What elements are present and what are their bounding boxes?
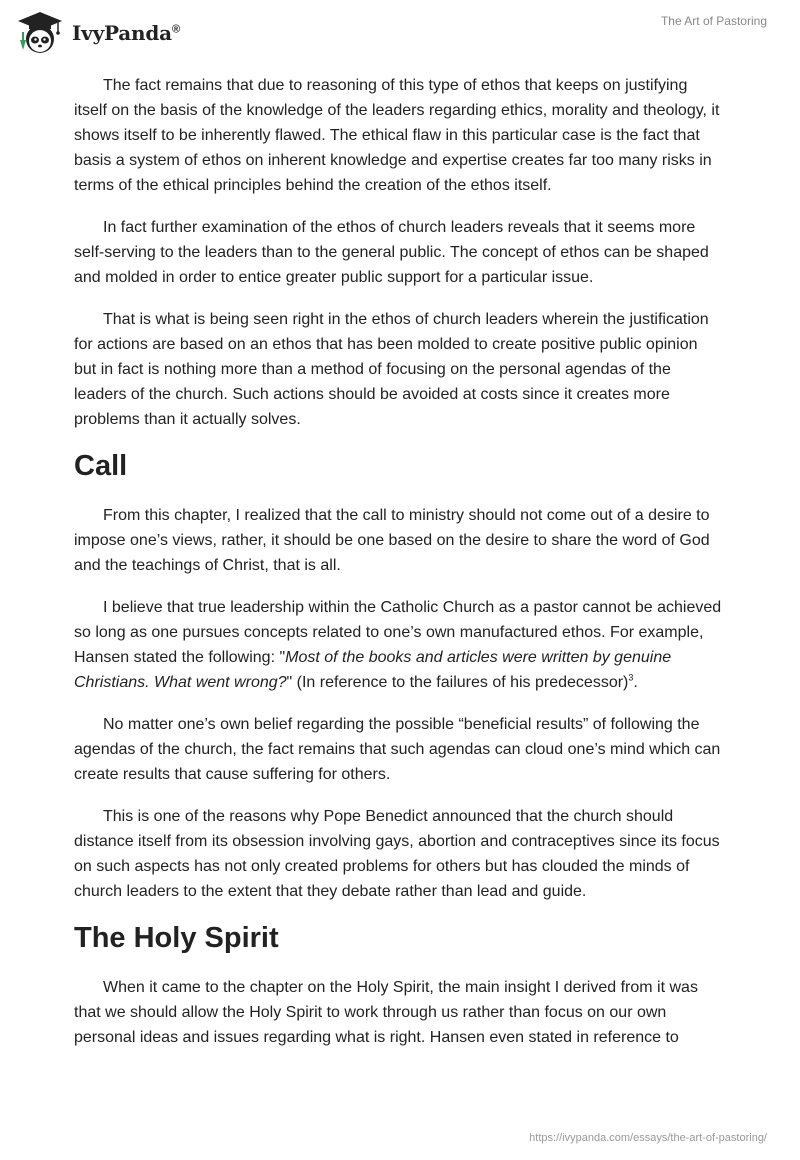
footnote-ref[interactable]: 3 <box>628 672 634 683</box>
article-body <box>74 73 724 1067</box>
section-heading-holy-spirit: The Holy Spirit <box>74 922 279 954</box>
section-heading-call: Call <box>74 450 128 482</box>
brand-name: IvyPanda® <box>72 21 180 45</box>
paragraph: This is one of the reasons why Pope Benedict announced that the church should distance itself from its obsession involving gays, abortion and contraceptives since its focus on such aspects has not only created problems for others but has clouded the minds of church leaders to the extent that they debate rather than lead and guide. <box>74 808 720 900</box>
document-title: The Art of Pastoring <box>660 14 767 28</box>
paragraph: No matter one’s own belief regarding the possible “beneficial results” of following the agendas of the church, the fact remains that such agendas can cloud one’s mind which can create results that cause suffering for others. <box>74 716 721 783</box>
paragraph: From this chapter, I realized that the call to ministry should not come out of a desire to impose one’s views, rather, it should be one based on the desire to share the word of God and the teachings of Christ, that is all. <box>74 507 710 574</box>
footer-url[interactable]: https://ivypanda.com/essays/the-art-of-pastoring/ <box>529 1132 767 1144</box>
panda-graduate-icon <box>14 10 66 56</box>
paragraph: When it came to the chapter on the Holy Spirit, the main insight I derived from it was that we should allow the Holy Spirit to work through us rather than focus on our own personal ideas and issues regarding what is right. Hansen even stated in reference to <box>74 979 698 1046</box>
paragraph: The fact remains that due to reasoning of this type of ethos that keeps on justifying itself on the basis of the knowledge of the leaders regarding ethics, morality and theology, it shows itself to be inherently flawed. The ethical flaw in this particular case is the fact that basis a system of ethos on inherent knowledge and expertise creates far too many risks in terms of the ethical principles behind the creation of the ethos itself. <box>74 77 720 194</box>
hansen-quote: Most of the books and articles were written by genuine Christians. What went wrong? <box>74 649 672 691</box>
brand-logo[interactable] <box>14 10 180 56</box>
paragraph-with-quote: I believe that true leadership within the Catholic Church as a pastor cannot be achieved so long as one pursues concepts related to one’s own manufactured ethos. For example, Hansen stated the following: "Most of the books and articles were written by genuine Christians. What went wrong?" (In reference to the failures of his predecessor)$^3$. <box>74 599 722 691</box>
paragraph: That is what is being seen right in the ethos of church leaders wherein the justification for actions are based on an ethos that has been molded to create positive public opinion but in fact is nothing more than a method of focusing on the personal agendas of the leaders of the church. Such actions should be avoided at costs since it creates more problems than it actually solves. <box>74 311 709 428</box>
paragraph: In fact further examination of the ethos of church leaders reveals that it seems more self-serving to the leaders than to the general public. The concept of ethos can be shaped and molded in order to entice greater public support for a particular issue. <box>74 219 709 286</box>
